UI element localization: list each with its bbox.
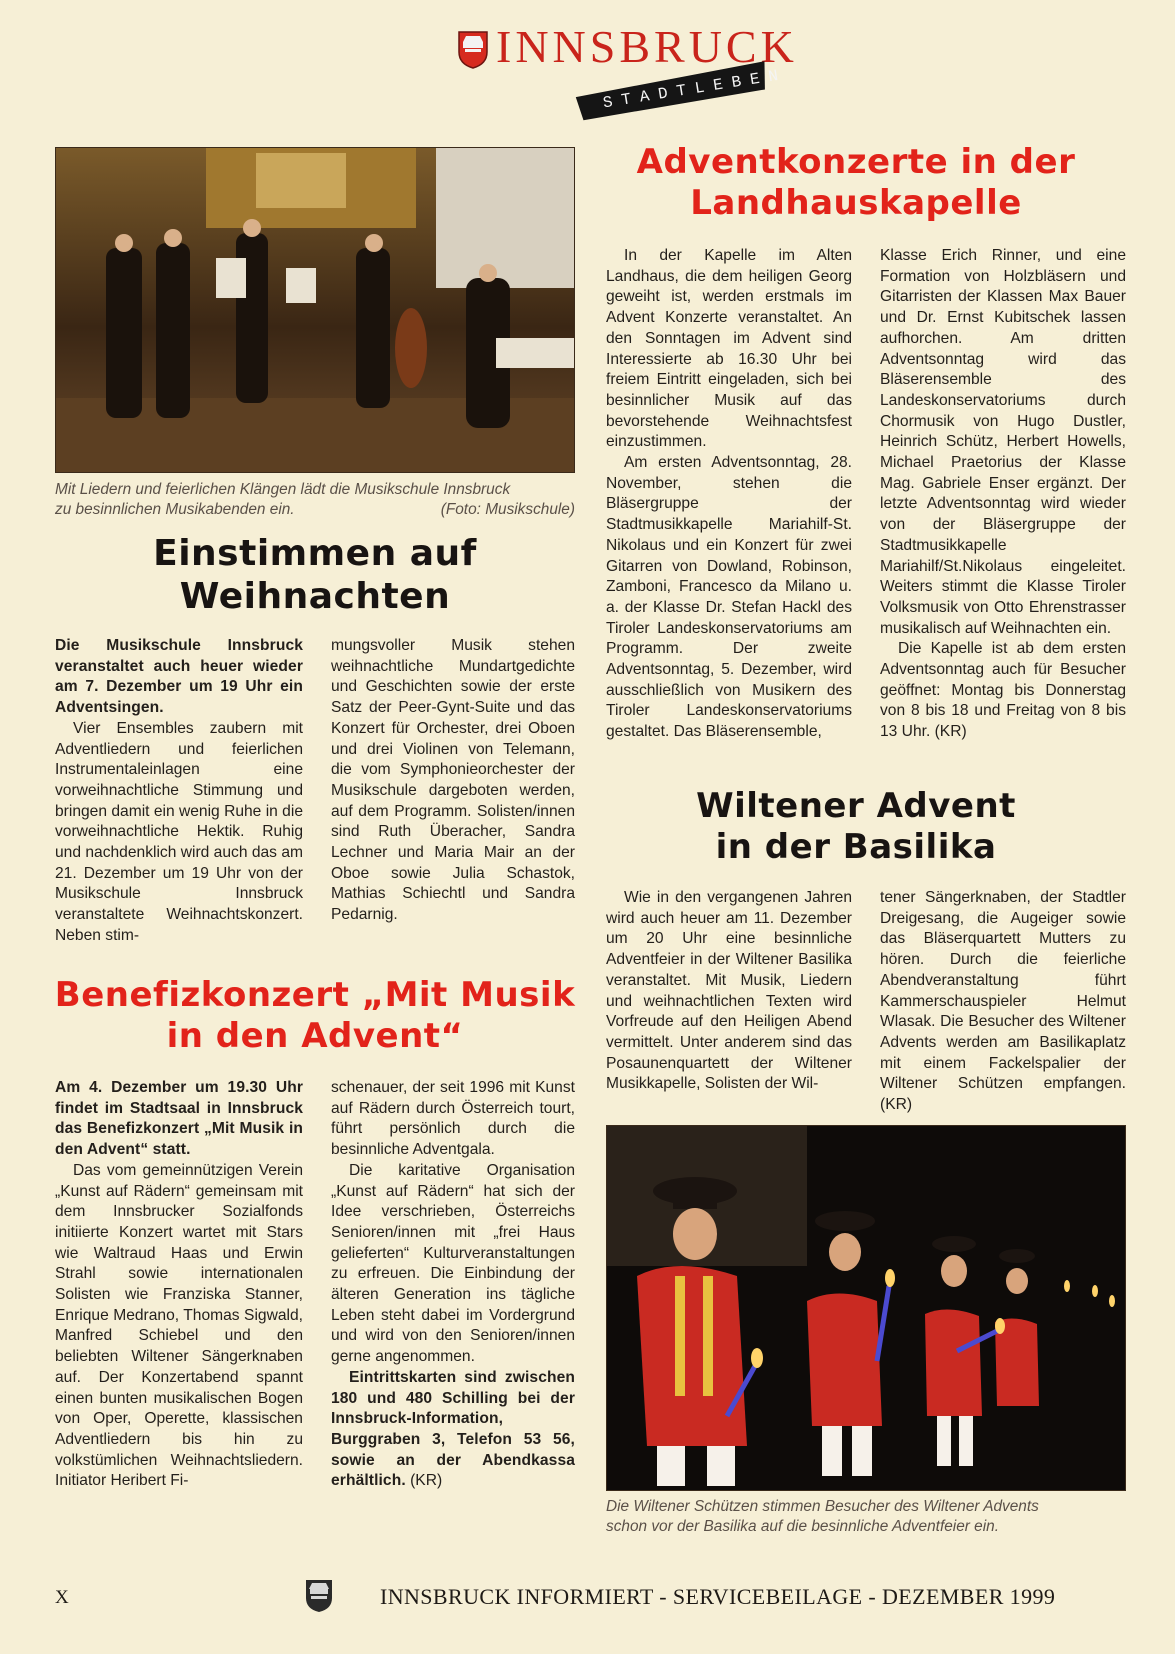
article3-headline-line1: Adventkonzerte in der bbox=[636, 142, 1076, 182]
coat-of-arms-icon bbox=[457, 30, 489, 70]
article1-lead: Die Musikschule Innsbruck veranstaltet auch heuer wieder am 7. Dezember um 19 Uhr ein Adventsingen. bbox=[55, 637, 303, 717]
article2-column2 bbox=[331, 1078, 575, 1492]
footer-publication-line: INNSBRUCK INFORMIERT - SERVICEBEILAGE - DEZEMBER 1999 bbox=[380, 1584, 1056, 1609]
photo1-caption bbox=[55, 480, 575, 520]
masthead bbox=[452, 21, 798, 122]
article3-paragraph1: In der Kapelle im Alten Landhaus, die dem heiligen Georg geweiht ist, werden erstmals im Advent Konzerte veranstaltet. An den Sonntagen im Advent sind Interessierte ab 16.30 Uhr bei freiem Eintritt eingeladen, sich bei besinnlicher Musik auf das bevorstehende Weihnachtsfest einzustimmen. bbox=[606, 247, 852, 451]
article2-author: (KR) bbox=[405, 1472, 443, 1490]
article4-headline-line1: Wiltener Advent bbox=[696, 786, 1016, 826]
photo1-caption-line2: zu besinnlichen Musikabenden ein. bbox=[55, 501, 295, 518]
article2-headline bbox=[45, 975, 585, 1057]
photo-music-school-ensemble bbox=[55, 147, 575, 473]
footer-coat-of-arms-icon bbox=[304, 1578, 334, 1614]
page-number: X bbox=[55, 1587, 69, 1608]
article2-paragraph1: Das vom gemeinnützigen Verein „Kunst auf Rädern“ gemeinsam mit dem Innsbrucker Sozialfonds initiierte Konzert wartet mit Stars wie Waltraud Haas und Erwin Strahl sowie internationalen Solisten wie Franziska Stanner, Enrique Medrano, Thomas Sigwald, Manfred Schiebel und den beliebten Wiltener Sängerknaben auf. Der Konzertabend spannt einen bunten musikalischen Bogen von Oper, Operette, klassischen Adventliedern bis hin zu volkstümlichen Weihnachtsliedern. Initiator Heribert Fi- bbox=[55, 1161, 303, 1490]
photo1-credit: (Foto: Musikschule) bbox=[440, 501, 575, 518]
photo2-caption-line1: Die Wiltener Schützen stimmen Besucher des Wiltener Advents bbox=[606, 1498, 1039, 1515]
article4-headline-line2: in der Basilika bbox=[715, 826, 997, 867]
article2-paragraph2: schenauer, der seit 1996 mit Kunst auf Rädern durch Österreich tourt, führt persönlich durch die besinnliche Adventgala. bbox=[331, 1079, 575, 1159]
photo1-caption-line1: Mit Liedern und feierlichen Klängen lädt die Musikschule Innsbruck bbox=[55, 481, 511, 498]
article3-headline bbox=[606, 142, 1106, 224]
article2-lead: Am 4. Dezember um 19.30 Uhr findet im Stadtsaal in Innsbruck das Benefizkonzert „Mit Musik in den Advent“ statt. bbox=[55, 1079, 303, 1159]
article2-closing: Eintrittskarten sind zwischen 180 und 480 Schilling bei der Innsbruck-Information, Burggraben 3, Telefon 53 56, sowie an der Abendkassa erhältlich. bbox=[331, 1368, 575, 1490]
article1-column2 bbox=[331, 636, 575, 926]
masthead-tagline: STADTLEBEN bbox=[601, 65, 789, 113]
article1-column1 bbox=[55, 636, 303, 947]
article1-headline-line1: Einstimmen auf bbox=[153, 533, 477, 574]
article2-headline-line1: Benefizkonzert „Mit Musik bbox=[54, 975, 576, 1015]
article4-paragraph2: tener Sängerknaben, der Stadtler Dreigesang, die Augeiger sowie das Bläserquartett Mutters zu hören. Durch die feierliche Abendveranstaltung führt Kammerschauspieler Helmut Wlasak. Die Besucher des Wiltener Advents werden am Basilikaplatz mit einem Fackelspalier der Wiltener Schützen empfangen. (KR) bbox=[880, 889, 1126, 1114]
photo2-caption bbox=[606, 1497, 1126, 1537]
article3-headline-line2: Landhauskapelle bbox=[690, 182, 1022, 223]
article2-column1 bbox=[55, 1078, 303, 1492]
article1-headline bbox=[55, 532, 575, 618]
article1-paragraph2: mungsvoller Musik stehen weihnachtliche Mundartgedichte und Geschichten sowie der erste Satz der Peer-Gynt-Suite und das Konzert für Orchester, drei Oboen und drei Violinen von Telemann, die vom Symphonieorchester der Musikschule dargeboten werden, auf dem Programm. Solisten/innen sind Ruth Überacher, Sandra Lechner und Maria Mair an der Oboe sowie Julia Schastok, Mathias Schiechtl und Sandra Pedarnig. bbox=[331, 637, 575, 924]
article4-column1 bbox=[606, 888, 852, 1095]
article4-headline bbox=[606, 786, 1106, 868]
article4-paragraph1: Wie in den vergangenen Jahren wird auch heuer am 11. Dezember um 20 Uhr eine besinnliche Adventfeier in der Wiltener Basilika veranstaltet. Mit Musik, Liedern und weihnachtlichen Texten wird Vorfreude auf den Heiligen Abend vermittelt. Unter anderem sind das Posaunenquartett der Wiltener Musikkapelle, Solisten der Wil- bbox=[606, 889, 852, 1093]
photo2-caption-line2: schon vor der Basilika auf die besinnliche Adventfeier ein. bbox=[606, 1518, 999, 1535]
article3-paragraph3: Klasse Erich Rinner, und eine Formation von Holzbläsern und Gitarristen der Klassen Max Bauer und Dr. Ernst Kubitschek lassen aufhorchen. Am dritten Adventsonntag wird das Bläserensemble des Landeskonservatoriums durch Chormusik von Hugo Dustler, Heinrich Schütz, Herbert Howells, Michael Praetorius der Klasse Mag. Gabriele Enser ergänzt. Der letzte Adventsonntag wird wieder von der Bläsergruppe der Stadtmusikkapelle Mariahilf/St.Nikolaus eingeleitet. Weiters stimmt die Klasse Tiroler Volksmusik von Otto Ehrenstrasser musikalisch auf Weihnachten ein. bbox=[880, 247, 1126, 637]
article1-paragraph1: Vier Ensembles zaubern mit Adventliedern und feierlichen Instrumentaleinlagen eine vorweihnachtliche Stimmung und bringen damit ein wenig Ruhe in die vorweihnachtliche Hektik. Ruhig und nachdenklich wird auch das am 21. Dezember um 19 Uhr von der Musikschule Innsbruck veranstaltete Weihnachtskonzert. Neben stim- bbox=[55, 719, 303, 944]
article2-paragraph3: Die karitative Organisation „Kunst auf Rädern“ hat sich der Idee verschrieben, Österreichs Senioren/innen mit „frei Haus gelieferten“ Kulturveranstaltungen zu erfreuen. Die Einbindung der älteren Generation ins tägliche Leben steht dabei im Vordergrund und wird von den Senioren/innen gerne angenommen. bbox=[331, 1161, 575, 1366]
article4-column2 bbox=[880, 888, 1126, 1116]
article2-headline-line2: in den Advent“ bbox=[166, 1015, 464, 1056]
masthead-brand: INNSBRUCK bbox=[496, 21, 798, 72]
article3-paragraph4: Die Kapelle ist ab dem ersten Adventsonntag auch für Besucher geöffnet: Montag bis Donnerstag von 8 bis 18 und Freitag von 8 bis 13 Uhr. (KR) bbox=[880, 640, 1126, 741]
photo-wiltener-schuetzen bbox=[606, 1125, 1126, 1491]
article3-column2 bbox=[880, 246, 1126, 743]
article3-column1 bbox=[606, 246, 852, 743]
article3-paragraph2: Am ersten Adventsonntag, 28. November, stehen die Bläsergruppe der Stadtmusikkapelle Mariahilf-St. Nikolaus und ein Konzert für zwei Gitarren von Dowland, Robinson, Zamboni, Francesco da Milano u. a. der Klasse Dr. Stefan Hackl des Tiroler Landeskonservatoriums am Programm. Der zweite Adventsonntag, 5. Dezember, wird ausschließlich von Musikern des Tiroler Landeskonservatoriums gestaltet. Das Bläserensemble, bbox=[606, 454, 852, 741]
article1-headline-line2: Weihnachten bbox=[179, 576, 451, 618]
